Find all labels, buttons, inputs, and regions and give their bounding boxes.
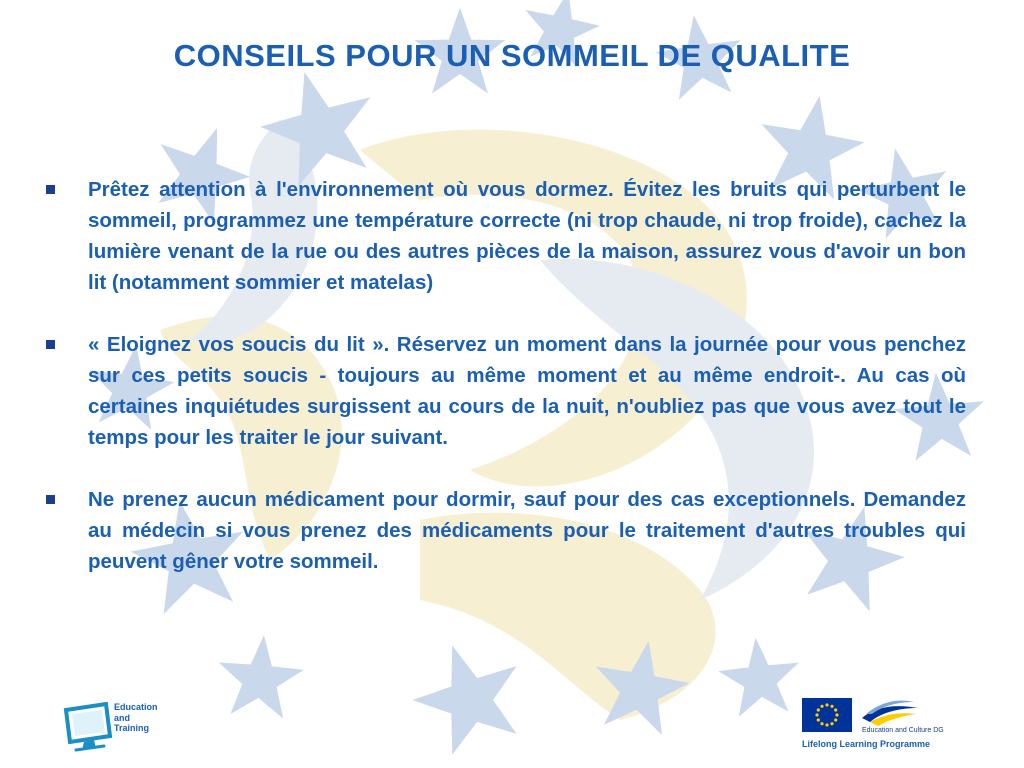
education-training-logo xyxy=(62,700,172,756)
bullet-text: « Eloignez vos soucis du lit ». Réservez un moment dans la journée pour vous penchez sur ces petits soucis - toujours au même moment et au même endroit-. Au cas où certaines inquiétudes surgissent au cours de la nuit, n'oubliez pas que vous avez tout le temps pour les traiter le jour suivant. xyxy=(88,333,966,449)
bullet-list xyxy=(46,174,966,608)
education-logo-line: Training xyxy=(114,723,150,733)
bullet-text: Prêtez attention à l'environnement où vous dormez. Évitez les bruits qui perturbent le sommeil, programmez une température correcte (ni trop chaude, ni trop froide), cachez la lumière venant de la rue ou des autres pièces de la maison, assurez vous d'avoir un bon lit (notamment sommier et matelas) xyxy=(88,178,966,294)
star-icon xyxy=(400,628,536,761)
star-icon xyxy=(715,634,804,719)
square-bullet-icon xyxy=(46,340,55,349)
bullet-item xyxy=(46,484,966,577)
education-logo-line: Education xyxy=(114,702,158,712)
square-bullet-icon xyxy=(46,495,55,504)
slide-title: CONSEILS POUR UN SOMMEIL DE QUALITE xyxy=(173,38,851,73)
swoosh-icon xyxy=(860,694,920,726)
eu-llp-logo xyxy=(802,692,962,752)
education-logo-line: and xyxy=(114,712,131,723)
bullet-item xyxy=(46,174,966,298)
square-bullet-icon xyxy=(46,185,55,194)
eu-flag-icon xyxy=(802,698,852,732)
bullet-item xyxy=(46,329,966,453)
education-logo-text xyxy=(114,702,158,734)
bullet-text: Ne prenez aucun médicament pour dormir, sauf pour des cas exceptionnels. Demandez au médecin si vous prenez des médicaments pour le traitement d'autres troubles qui peuvent gêner votre sommeil. xyxy=(88,488,966,573)
star-icon xyxy=(214,631,306,720)
computer-monitor-icon xyxy=(62,700,114,752)
programme-label: Lifelong Learning Programme xyxy=(802,739,931,749)
dg-label: Education and Culture DG xyxy=(862,727,944,734)
